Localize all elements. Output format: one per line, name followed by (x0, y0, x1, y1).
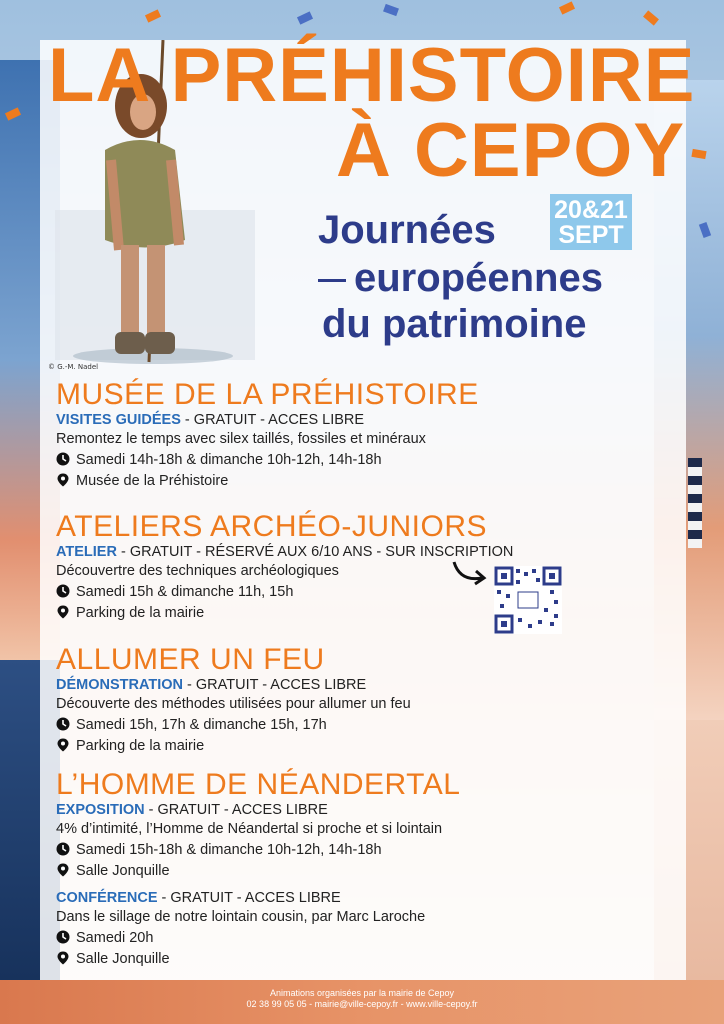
section-subtitle (56, 543, 656, 561)
section-ateliers (56, 512, 656, 624)
schedule-line (56, 928, 656, 949)
schedule-line (56, 450, 656, 471)
section-title: MUSÉE DE LA PRÉHISTOIRE (56, 378, 479, 411)
place-line (56, 861, 656, 882)
section-description: Dans le sillage de notre lointain cousin, par Marc Laroche (56, 909, 426, 925)
jep-logo-line2-text: européennes (354, 256, 603, 300)
schedule-text: Samedi 14h-18h & dimanche 10h-12h, 14h-18h (76, 451, 382, 468)
qr-code[interactable] (494, 566, 562, 634)
location-pin-icon (56, 951, 70, 965)
clock-icon (56, 930, 70, 944)
jep-logo-line1: Journées (318, 208, 496, 252)
section-title: L’HOMME DE NÉANDERTAL (56, 768, 461, 801)
activity-details: - GRATUIT - ACCES LIBRE (180, 411, 365, 428)
place-line (56, 471, 656, 492)
schedule-line (56, 582, 656, 603)
schedule-text: Samedi 20h (76, 930, 154, 946)
activity-type: ATELIER (56, 543, 117, 560)
schedule-line (56, 715, 656, 736)
activity-details: - GRATUIT - ACCES LIBRE (183, 676, 367, 693)
schedule-text: Samedi 15h-18h & dimanche 10h-12h, 14h-18h (76, 841, 382, 858)
location-pin-icon (56, 605, 70, 619)
footer (0, 980, 724, 1024)
lighthouse-illustration (688, 458, 702, 548)
clock-icon (56, 717, 70, 731)
place-text: Salle Jonquille (76, 862, 170, 879)
activity-type: CONFÉRENCE (56, 890, 158, 906)
schedule-line (56, 840, 656, 861)
activity-details: - GRATUIT - ACCES LIBRE (144, 801, 328, 818)
section-description: Remontez le temps avec silex taillés, fossiles et minéraux (56, 430, 426, 447)
footer-contact: 02 38 99 05 05 - mairie@ville-cepoy.fr - www.ville-cepoy.fr (246, 999, 478, 1009)
location-pin-icon (56, 863, 70, 877)
clock-icon (56, 452, 70, 466)
section-title: ATELIERS ARCHÉO-JUNIORS (56, 510, 488, 543)
location-pin-icon (56, 738, 70, 752)
image-credit: © G.-M. Nadel (48, 363, 99, 371)
place-line (56, 603, 656, 624)
place-line (56, 949, 656, 970)
clock-icon (56, 584, 70, 598)
activity-details: - GRATUIT - RÉSERVÉ AUX 6/10 ANS - SUR INSCRIPTION (116, 543, 514, 560)
section-description: 4% d’intimité, l’Homme de Néandertal si proche et si lointain (56, 820, 443, 837)
section-description: Découverte des méthodes utilisées pour allumer un feu (56, 695, 411, 712)
place-text: Parking de la mairie (76, 604, 205, 621)
section-feu (56, 645, 656, 757)
activity-details: - GRATUIT - ACCES LIBRE (157, 890, 341, 906)
section-musee (56, 380, 656, 492)
main-title-line1: LA PRÉHISTOIRE (48, 33, 696, 118)
activity-type: DÉMONSTRATION (56, 676, 184, 693)
section-title: ALLUMER UN FEU (56, 643, 325, 676)
date-badge-days: 20&21 (554, 196, 628, 224)
place-text: Parking de la mairie (76, 737, 205, 754)
main-title-line2: À CEPOY (336, 108, 686, 193)
schedule-text: Samedi 15h, 17h & dimanche 15h, 17h (76, 716, 327, 733)
section-subtitle (56, 411, 656, 429)
schedule-text: Samedi 15h & dimanche 11h, 15h (76, 583, 294, 600)
clock-icon (56, 842, 70, 856)
section-conference (56, 889, 656, 970)
place-text: Musée de la Préhistoire (76, 472, 229, 489)
curved-arrow-icon (450, 558, 490, 588)
activity-type: VISITES GUIDÉES (56, 411, 181, 428)
place-text: Salle Jonquille (76, 951, 170, 967)
date-badge (550, 194, 632, 250)
section-neandertal (56, 770, 656, 882)
section-subtitle (56, 801, 656, 819)
jep-logo-line2 (318, 258, 603, 298)
section-subtitle (56, 676, 656, 694)
section-subtitle (56, 889, 656, 907)
section-description: Découvertre des techniques archéologiques (56, 562, 339, 579)
place-line (56, 736, 656, 757)
jep-dash (318, 279, 346, 282)
location-pin-icon (56, 473, 70, 487)
date-badge-month: SEPT (558, 221, 624, 249)
footer-organizer: Animations organisées par la mairie de Cepoy (269, 988, 455, 998)
activity-type: EXPOSITION (56, 801, 145, 818)
jep-logo-line3: du patrimoine (322, 302, 587, 346)
